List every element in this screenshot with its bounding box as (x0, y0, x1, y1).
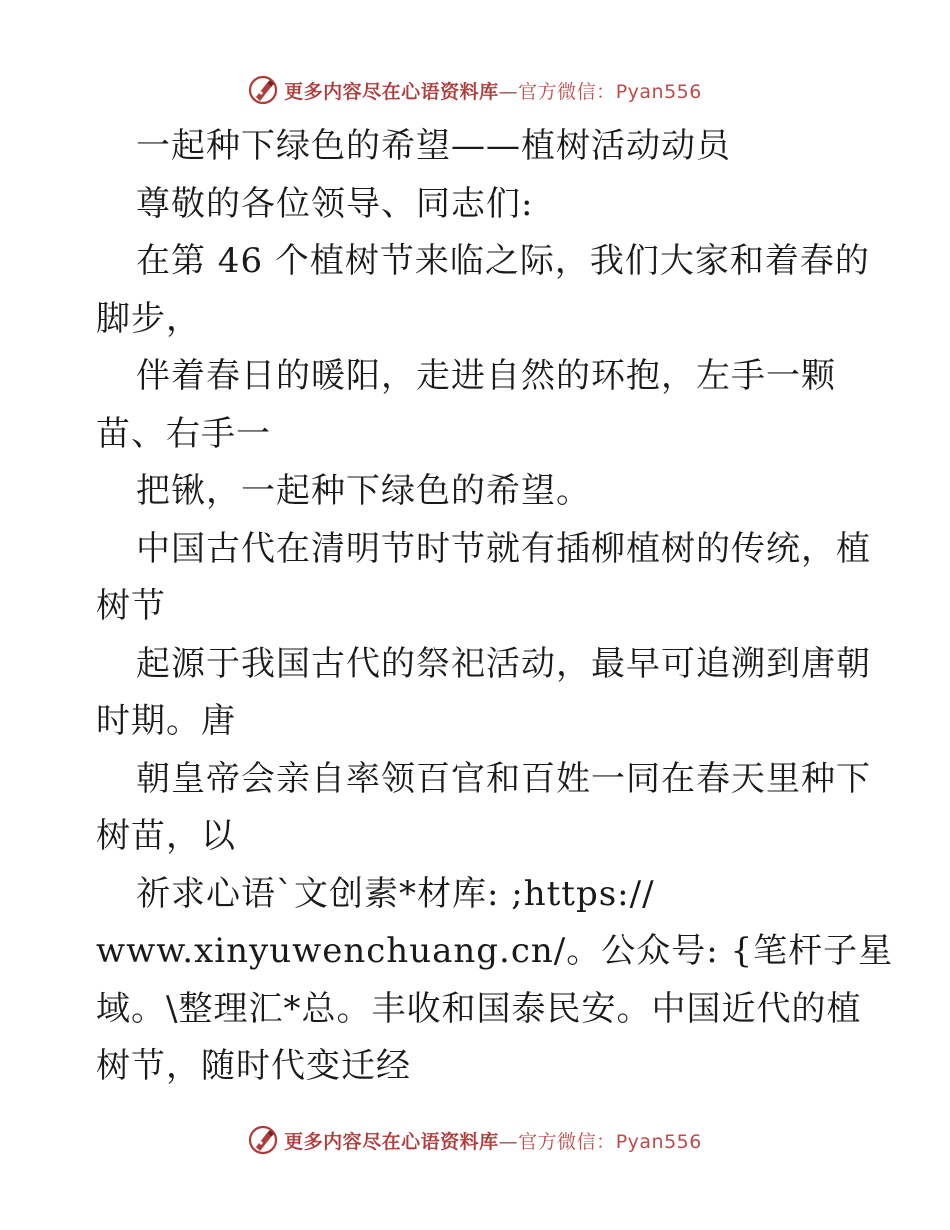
paragraph-line: 树苗，以 (96, 816, 236, 856)
footer-wechat-id: Pyan556 (615, 1130, 702, 1153)
footer-brand-text: 更多内容尽在心语资料库 (284, 1130, 499, 1153)
footer-wechat-label: 官方微信： (518, 1130, 616, 1153)
header-separator: — (498, 80, 519, 103)
document-title: 一起种下绿色的希望——植树活动动员 (136, 126, 731, 166)
header-wechat-id: Pyan556 (615, 80, 702, 103)
paragraph-line: 脚步， (96, 298, 201, 339)
header-banner (0, 70, 950, 110)
footer-banner-text (284, 1127, 702, 1154)
paragraph-line: 中国古代在清明节时节就有插柳植树的传统，植 (136, 528, 871, 569)
paragraph-line: 苗、右手一 (96, 413, 271, 454)
paragraph-line: 朝皇帝会亲自率领百官和百姓一同在春天里种下 (136, 758, 871, 799)
pen-nib-logo-icon (248, 1125, 278, 1155)
paragraph-line: 把锹，一起种下绿色的希望。 (136, 471, 591, 511)
paragraph-line: 尊敬的各位领导、同志们: (136, 183, 534, 224)
pen-nib-logo-icon (248, 75, 278, 105)
footer-separator: — (498, 1130, 519, 1153)
paragraph-line: www.xinyuwenchuang.cn/。公众号: {笔杆子星 (96, 931, 894, 971)
paragraph-line: 树节 (96, 586, 166, 626)
paragraph-line: 树节，随时代变迁经 (96, 1046, 411, 1086)
header-brand-text: 更多内容尽在心语资料库 (284, 80, 499, 103)
paragraph-line: 域。\整理汇*总。丰收和国泰民安。中国近代的植 (96, 988, 862, 1029)
paragraph-line: 起源于我国古代的祭祀活动，最早可追溯到唐朝 (136, 643, 871, 684)
paragraph-line: 时期。唐 (96, 701, 236, 741)
document-body (96, 118, 894, 1096)
paragraph-line: 伴着春日的暖阳，走进自然的环抱，左手一颗 (136, 356, 836, 396)
paragraph-line: 祈求心语`文创素*材库: ;https:// (136, 873, 655, 914)
paragraph-line: 在第 46 个植树节来临之际，我们大家和着春的 (136, 241, 870, 281)
header-wechat-label: 官方微信： (518, 80, 616, 103)
header-banner-text (284, 77, 702, 104)
footer-banner (0, 1120, 950, 1160)
